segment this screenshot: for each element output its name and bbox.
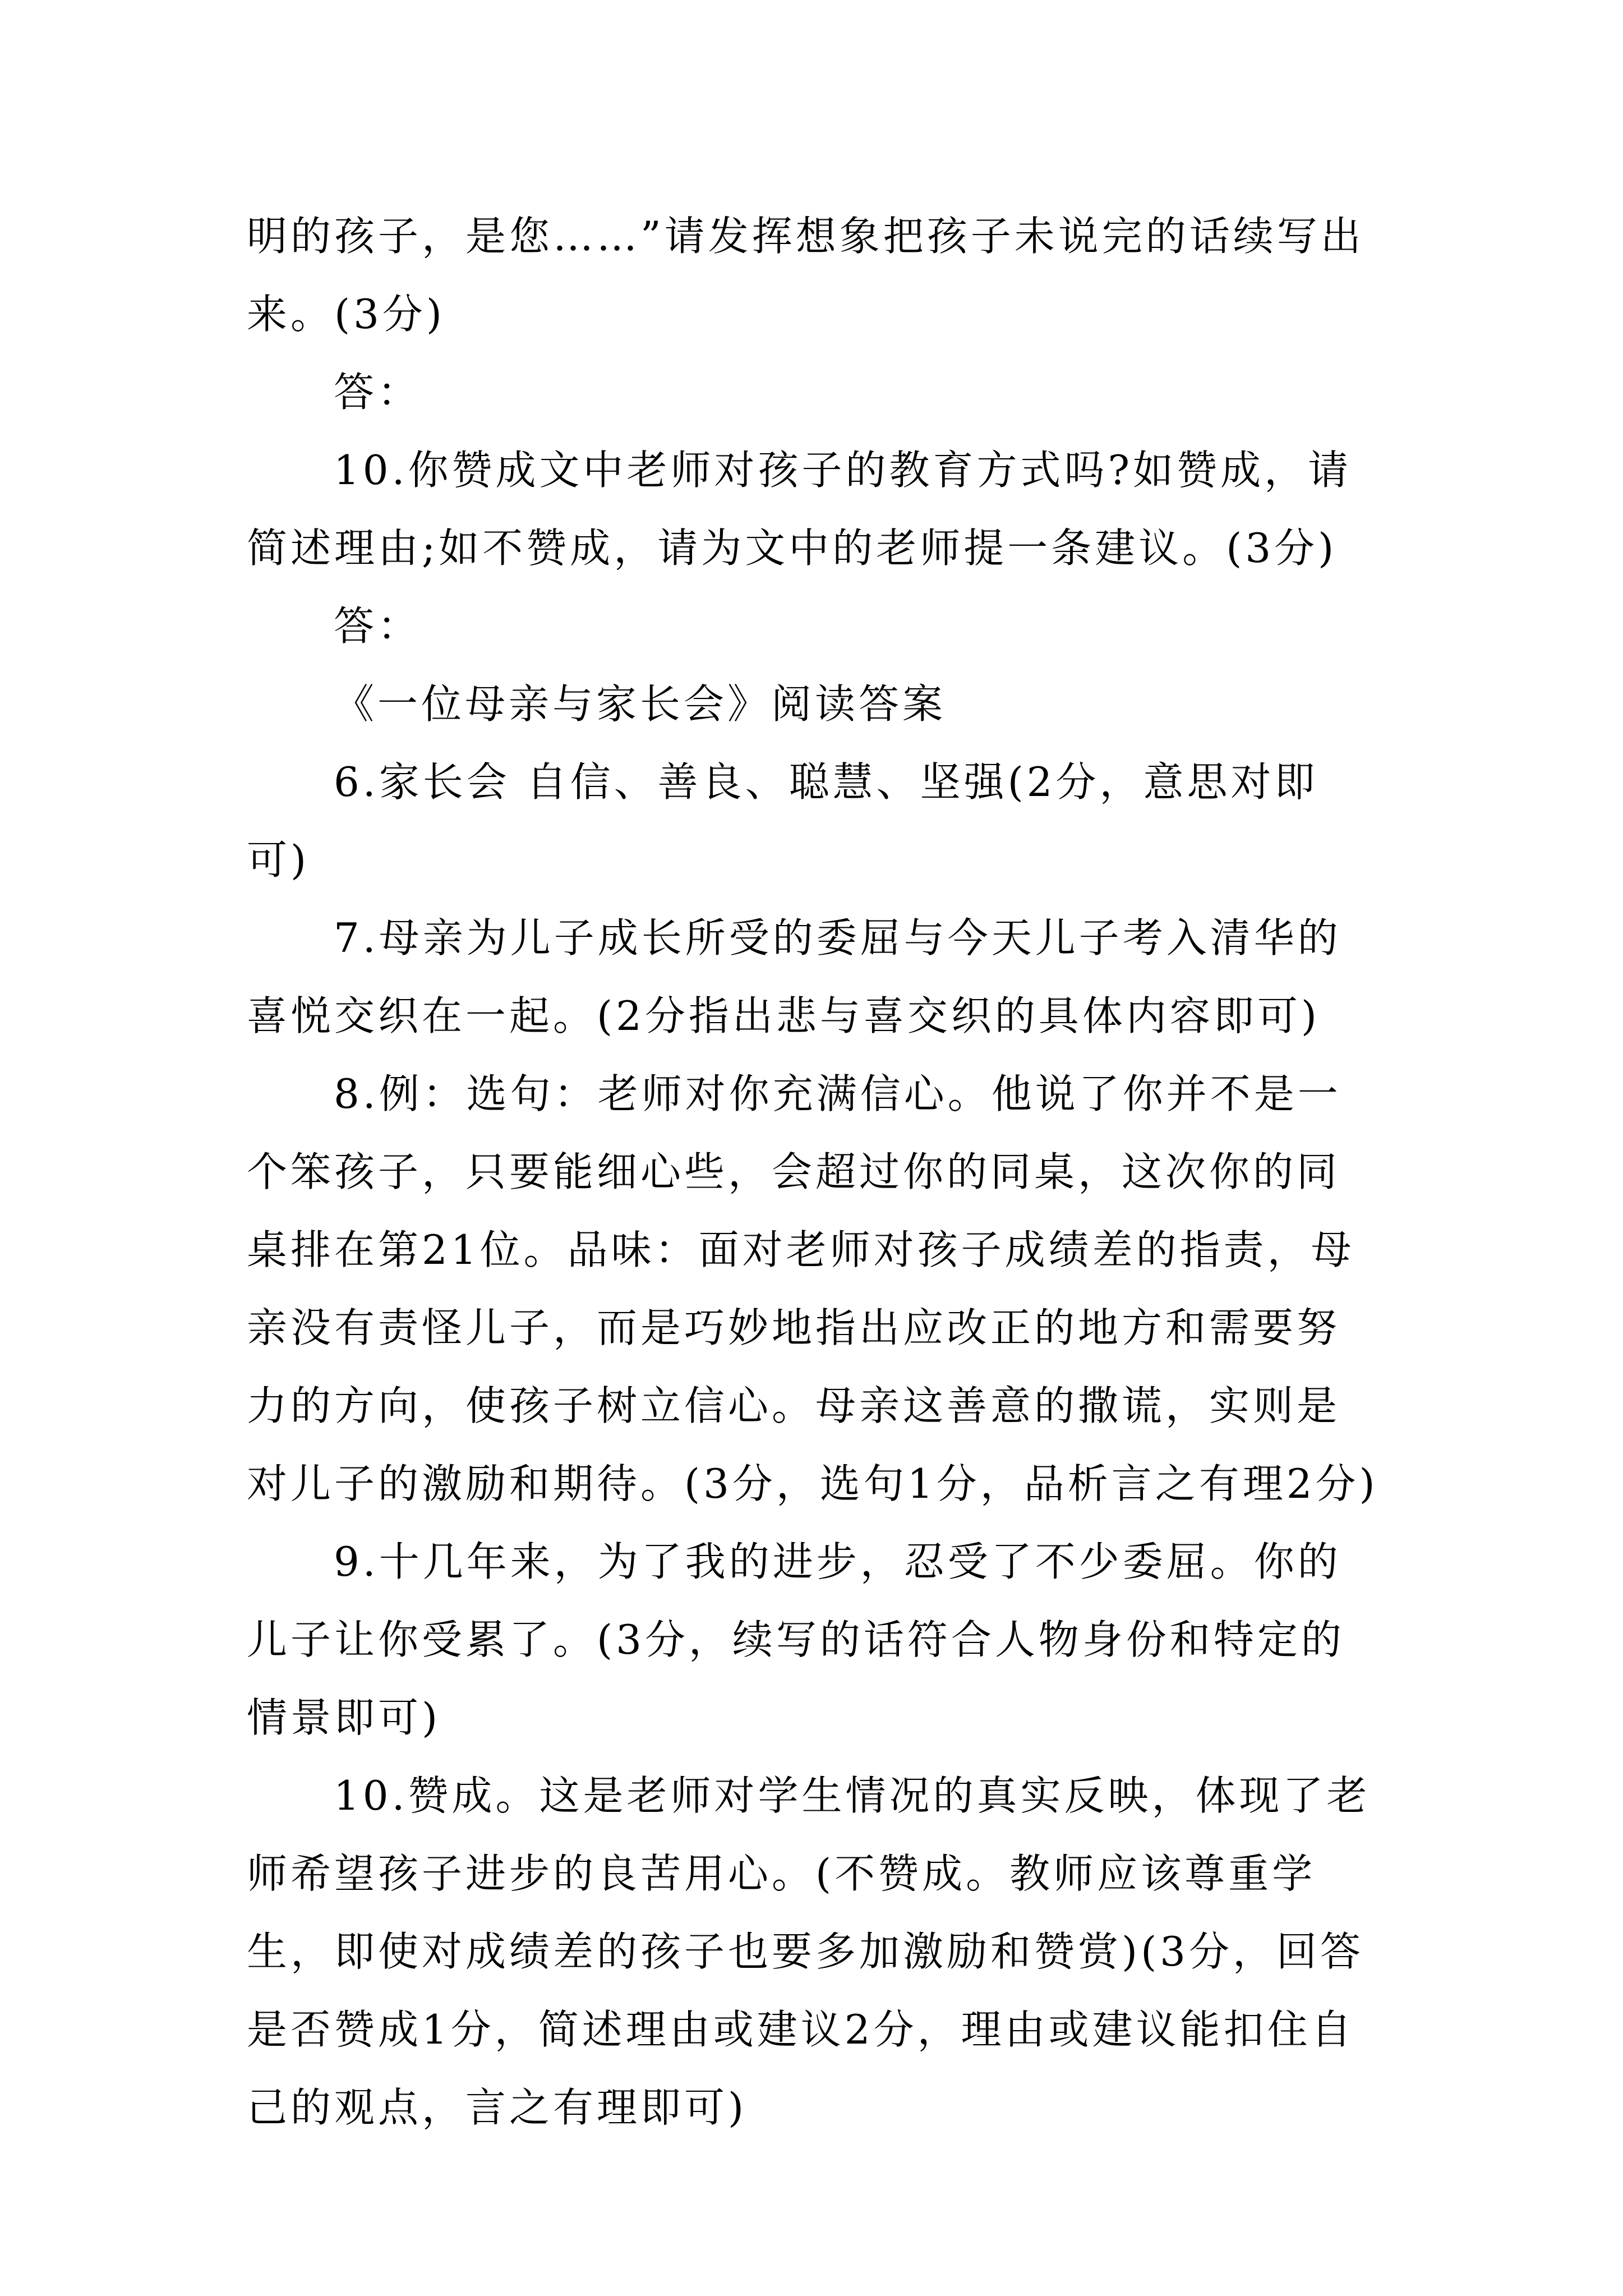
document-body (247, 197, 1380, 2147)
question-9-continuation: 明的孩子，是您……”请发挥想象把孩子未说完的话续写出来。(3分) (247, 213, 1364, 338)
answer-10: 10.赞成。这是老师对学生情况的真实反映，体现了老师希望孩子进步的良苦用心。(不赞成。教师应该尊重学生，即使对成绩差的孩子也要多加激励和赞赏)(3分，回答是否赞成1分，简述理由或建议2分，理由或建议能扣住自己的观点，言之有理即可) (247, 1772, 1371, 2131)
question-10-answer-label: 答： (334, 602, 422, 650)
answer-6: 6.家长会 自信、善良、聪慧、坚强(2分，意思对即可) (247, 758, 1318, 884)
answer-7: 7.母亲为儿子成长所受的委屈与今天儿子考入清华的喜悦交织在一起。(2分指出悲与喜交织的具体内容即可) (247, 914, 1341, 1039)
answers-section-title: 《一位母亲与家长会》阅读答案 (334, 680, 947, 728)
answer-9: 9.十几年来，为了我的进步，忍受了不少委屈。你的儿子让你受累了。(3分，续写的话符合人物身份和特定的情景即可) (247, 1538, 1345, 1741)
question-10: 10.你赞成文中老师对孩子的教育方式吗?如赞成，请简述理由;如不赞成，请为文中的老师提一条建议。(3分) (247, 447, 1352, 572)
answer-8: 8.例：选句：老师对你充满信心。他说了你并不是一个笨孩子，只要能细心些，会超过你的同桌，这次你的同桌排在第21位。品味：面对老师对孩子成绩差的指责，母亲没有责怪儿子，而是巧妙地指出应改正的地方和需要努力的方向，使孩子树立信心。母亲这善意的撒谎，实则是对儿子的激励和期待。(3分，选句1分，品析言之有理2分) (247, 1070, 1378, 1507)
question-9-answer-label: 答： (334, 369, 422, 416)
